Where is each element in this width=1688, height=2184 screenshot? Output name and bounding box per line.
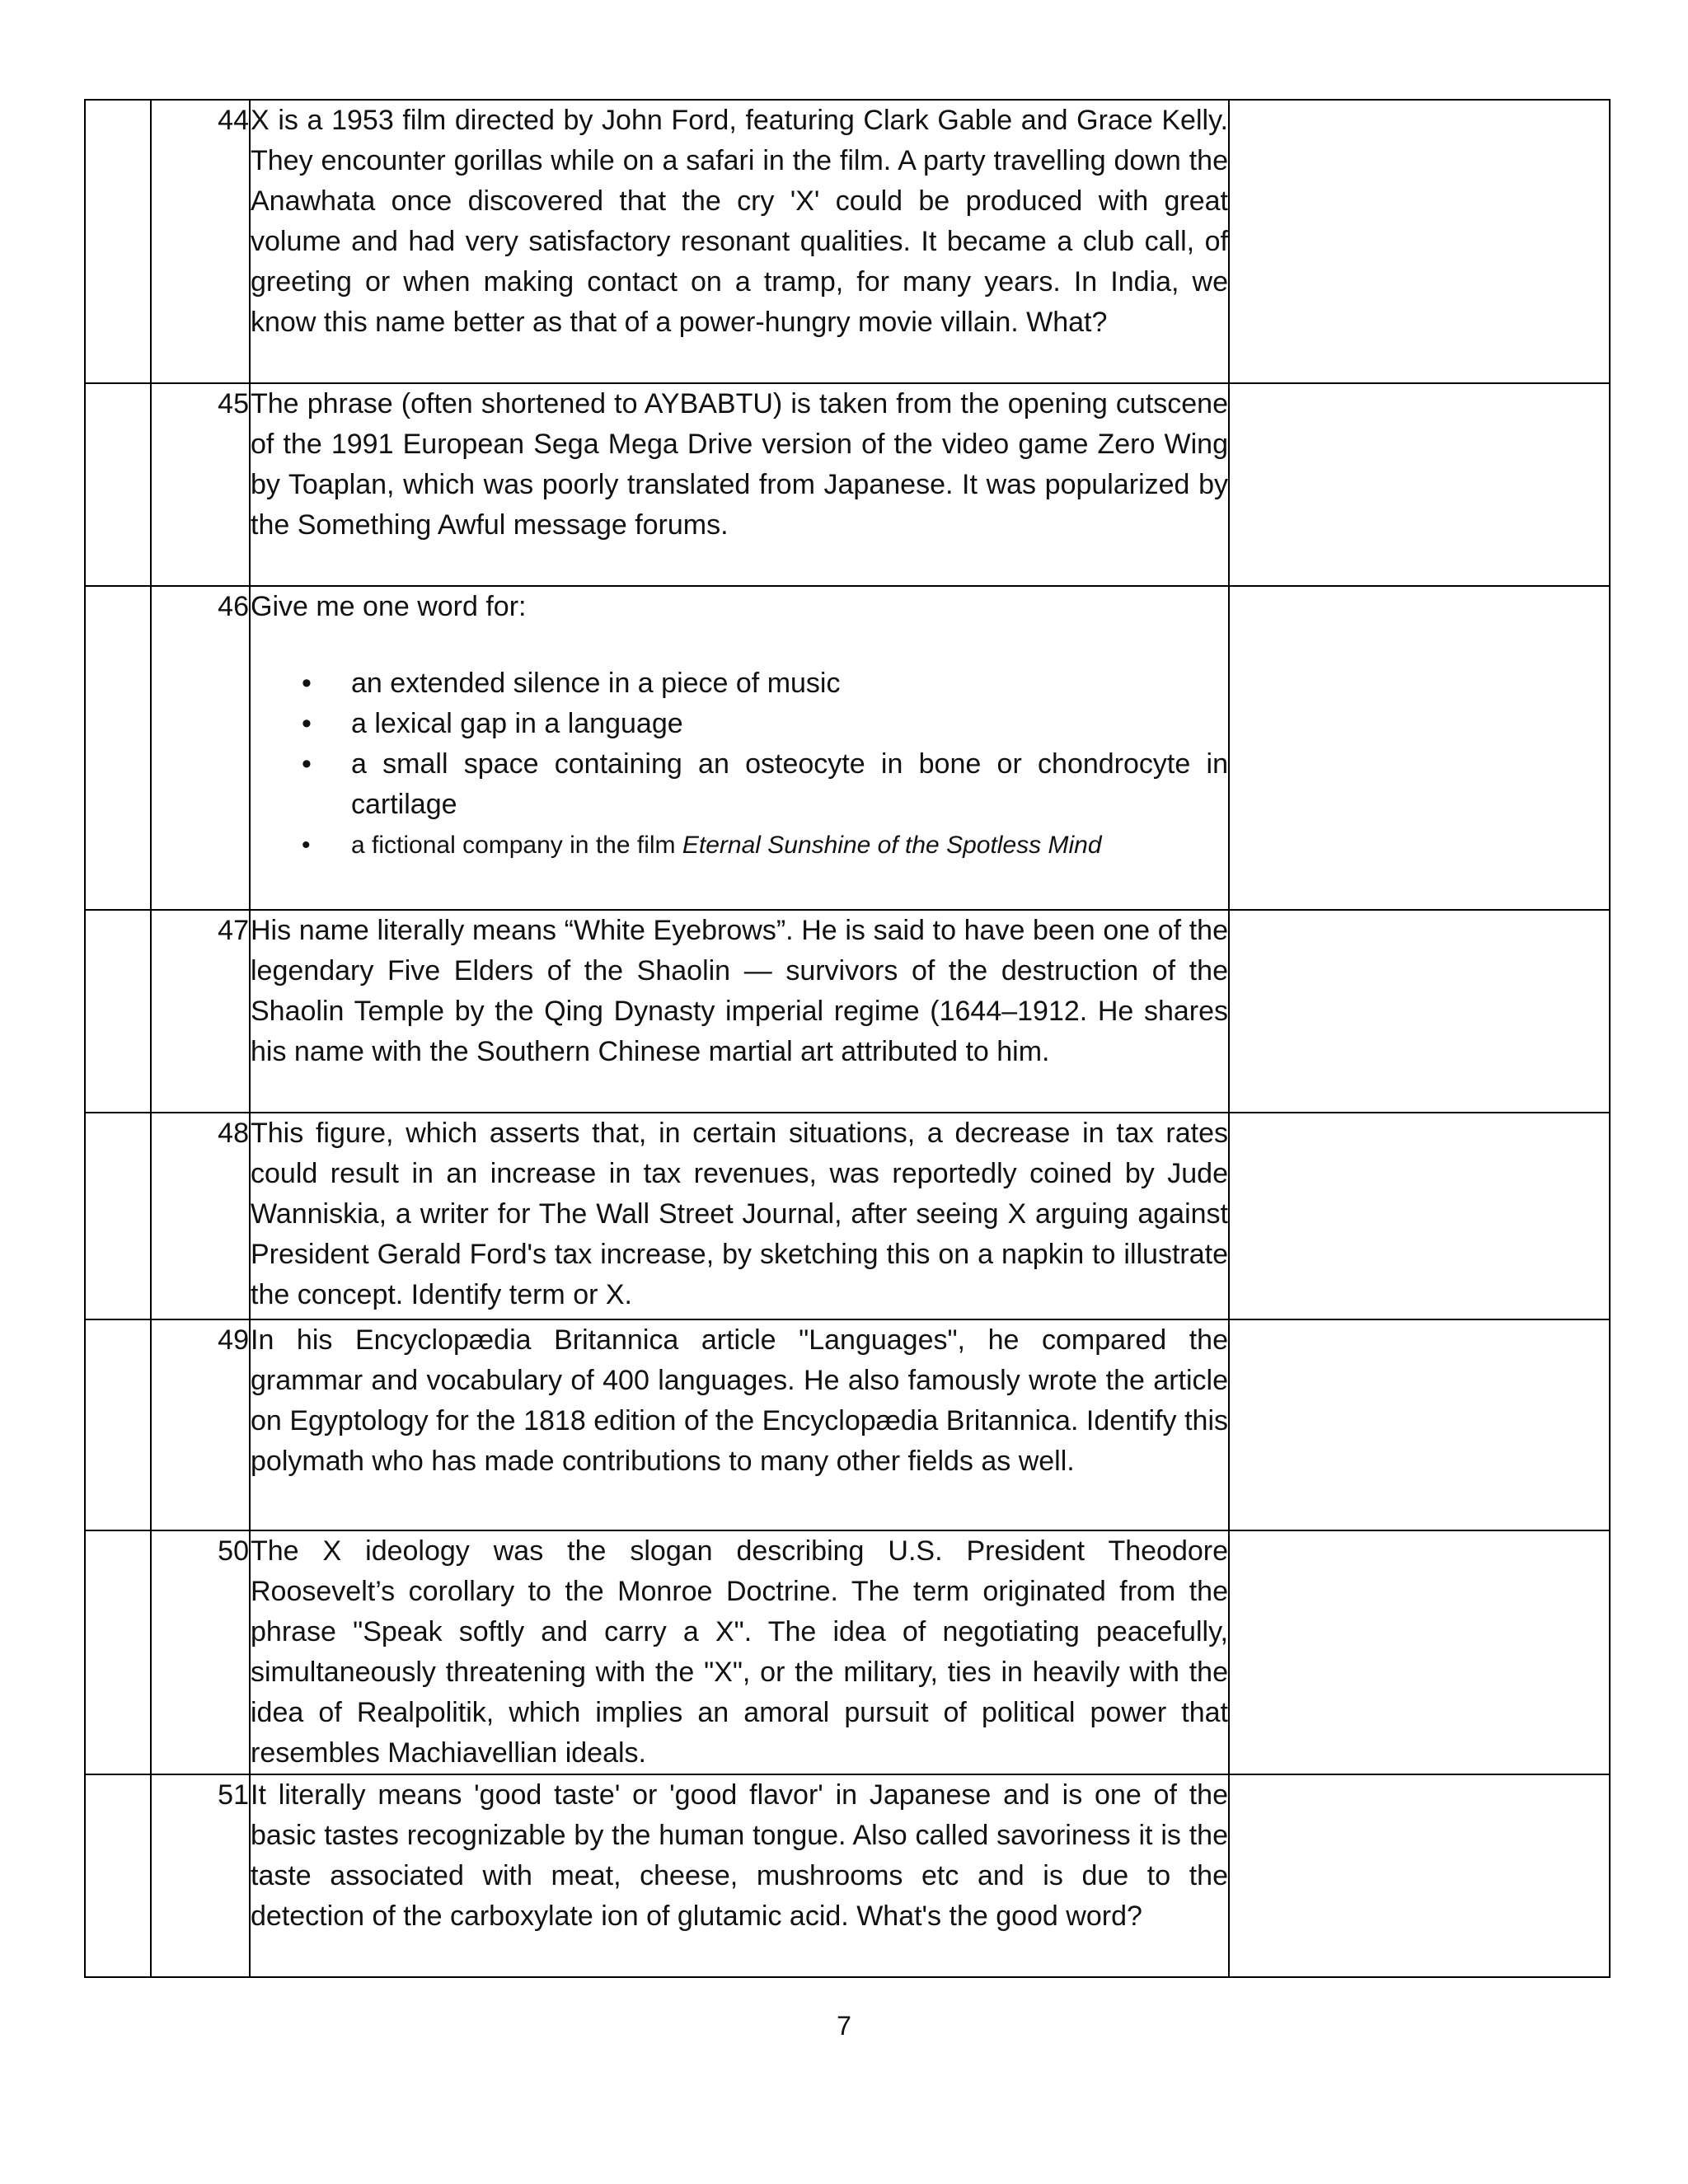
question-text: It literally means 'good taste' or 'good flavor' in Japanese and is one of the basic tastes recognizable by the human tongue. Also called savoriness it is the taste associated with meat, cheese, mushrooms etc and is due to the detection of the carboxylate ion of glutamic acid. What's the good word?	[250, 1774, 1229, 1977]
question-text: In his Encyclopædia Britannica article "Languages", he compared the grammar and vocabulary of 400 languages. He also famously wrote the article on Egyptology for the 1818 edition of the Encyclopædia Britannica. Identify this polymath who has made contributions to many other fields as well.	[250, 1319, 1229, 1530]
answer-cell	[1229, 1113, 1610, 1319]
list-item: • a fictional company in the film Eternal Sunshine of the Spotless Mind	[351, 825, 1228, 865]
blank-cell	[85, 1319, 151, 1530]
answer-cell	[1229, 100, 1610, 383]
question-text: X is a 1953 film directed by John Ford, featuring Clark Gable and Grace Kelly. They encounter gorillas while on a safari in the film. A party travelling down the Anawhata once discovered that the cry 'X' could be produced with great volume and had very satisfactory resonant qualities. It became a club call, of greeting or when making contact on a tramp, for many years. In India, we know this name better as that of a power-hungry movie villain. What?	[250, 100, 1229, 383]
page-number: 7	[837, 2011, 851, 2041]
question-number: 50	[151, 1530, 250, 1774]
table-row	[85, 1113, 1610, 1319]
answer-cell	[1229, 383, 1610, 586]
question-number: 47	[151, 910, 250, 1113]
table-row	[85, 1774, 1610, 1977]
question-text: This figure, which asserts that, in certain situations, a decrease in tax rates could result in an increase in tax revenues, was reportedly coined by Jude Wanniskia, a writer for The Wall Street Journal, after seeing X arguing against President Gerald Ford's tax increase, by sketching this on a napkin to illustrate the concept. Identify term or X.	[250, 1113, 1229, 1319]
answer-cell	[1229, 910, 1610, 1113]
list-item: • a lexical gap in a language	[351, 704, 1228, 744]
answer-cell	[1229, 1319, 1610, 1530]
question-text: Give me one word for: • an extended silence in a piece of music • a lexical gap in a language • a small space containing an osteocyte in bone or chondrocyte in cartilage • a fictional company in the film Eternal Sunshine of the Spotless Mind	[250, 586, 1229, 910]
blank-cell	[85, 1113, 151, 1319]
question-text: The X ideology was the slogan describing U.S. President Theodore Roosevelt’s corollary to the Monroe Doctrine. The term originated from the phrase "Speak softly and carry a X". The idea of negotiating peacefully, simultaneously threatening with the "X", or the military, ties in heavily with the idea of Realpolitik, which implies an amoral pursuit of political power that resembles Machiavellian ideals.	[250, 1530, 1229, 1774]
bullet-list	[251, 663, 1228, 865]
table-row	[85, 586, 1610, 910]
question-number: 48	[151, 1113, 250, 1319]
answer-cell	[1229, 1530, 1610, 1774]
question-text: The phrase (often shortened to AYBABTU) is taken from the opening cutscene of the 1991 European Sega Mega Drive version of the video game Zero Wing by Toaplan, which was poorly translated from Japanese. It was popularized by the Something Awful message forums.	[250, 383, 1229, 586]
list-item: • a small space containing an osteocyte in bone or chondrocyte in cartilage	[351, 744, 1228, 825]
blank-cell	[85, 100, 151, 383]
blank-cell	[85, 1530, 151, 1774]
question-number: 44	[151, 100, 250, 383]
question-number: 46	[151, 586, 250, 910]
blank-cell	[85, 1774, 151, 1977]
question-number: 45	[151, 383, 250, 586]
answer-cell	[1229, 1774, 1610, 1977]
table-row	[85, 100, 1610, 383]
table-row	[85, 383, 1610, 586]
question-text: His name literally means “White Eyebrows”. He is said to have been one of the legendary Five Elders of the Shaolin — survivors of the destruction of the Shaolin Temple by the Qing Dynasty imperial regime (1644–1912. He shares his name with the Southern Chinese martial art attributed to him.	[250, 910, 1229, 1113]
question-number: 49	[151, 1319, 250, 1530]
film-title: Eternal Sunshine of the Spotless Mind	[682, 832, 1102, 859]
blank-cell	[85, 910, 151, 1113]
table-row	[85, 910, 1610, 1113]
table-row	[85, 1530, 1610, 1774]
quiz-table	[84, 99, 1611, 1978]
question-number: 51	[151, 1774, 250, 1977]
blank-cell	[85, 383, 151, 586]
list-item: • an extended silence in a piece of music	[351, 663, 1228, 704]
blank-cell	[85, 586, 151, 910]
answer-cell	[1229, 586, 1610, 910]
table-row	[85, 1319, 1610, 1530]
